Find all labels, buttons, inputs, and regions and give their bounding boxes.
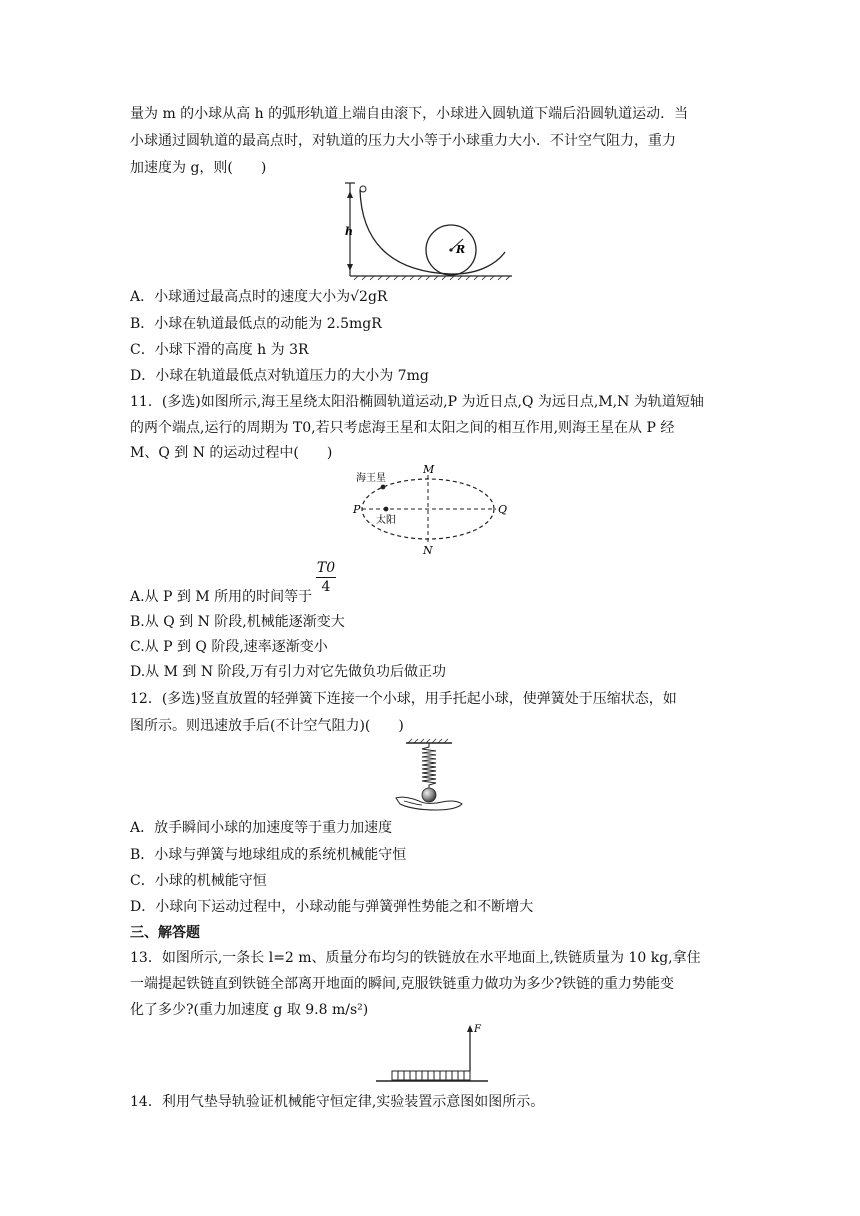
q10-line-2: 小球通过圆轨道的最高点时，对轨道的压力大小等于小球重力大小．不计空气阻力，重力 [130,133,676,149]
neptune-label: 海王星 [356,473,386,484]
q12-option-c: C．小球的机械能守恒 [130,873,267,889]
radius-label: R [456,243,466,256]
q10-option-d: D．小球在轨道最低点对轨道压力的大小为 7mg [130,368,429,384]
n-label: N [423,544,433,557]
q11-option-a: A.从 P 到 M 所用的时间等于 [130,589,313,605]
section-heading: 三、解答题 [130,925,200,941]
loop-track-figure [340,180,520,284]
ellipse-orbit-figure [350,462,520,558]
q10-line-1: 量为 m 的小球从高 h 的弧形轨道上端自由滚下，小球进入圆轨道下端后沿圆轨道运动．当 [130,106,689,122]
q10-option-a: A．小球通过最高点时的速度大小为√2gR [130,289,388,305]
q10-option-b: B．小球在轨道最低点的动能为 2.5mgR [130,316,382,332]
q11-line-3: M、Q 到 N 的运动过程中( ) [130,445,333,461]
height-label: h [345,225,353,238]
q12-option-b: B．小球与弹簧与地球组成的系统机械能守恒 [130,847,407,863]
q13-line-1: 13．如图所示,一条长 l=2 m、质量分布均匀的铁链放在水平地面上,铁链质量为 10 kg,拿住 [130,950,701,966]
q-label: Q [498,503,508,516]
q11-option-b: B.从 Q 到 N 阶段,机械能逐渐变大 [130,614,345,630]
q11-option-d: D.从 M 到 N 阶段,万有引力对它先做负功后做正功 [130,664,447,680]
fraction-denominator: 4 [321,579,331,595]
iron-chain-figure [372,1022,492,1086]
q12-option-d: D．小球向下运动过程中，小球动能与弹簧弹性势能之和不断增大 [130,899,534,915]
spring-ball-figure [392,738,466,812]
p-label: P [353,503,361,516]
force-label: F [474,1024,481,1035]
q13-line-2: 一端提起铁链直到铁链全部离开地面的瞬间,克服铁链重力做功为多少?铁链的重力势能变 [130,976,674,992]
q12-option-a: A．放手瞬间小球的加速度等于重力加速度 [130,820,393,836]
m-label: M [423,463,435,476]
fraction-bar [316,577,336,578]
q10-option-c: C．小球下滑的高度 h 为 3R [130,342,309,358]
q11-option-c: C.从 P 到 Q 阶段,速率逐渐变小 [130,639,328,655]
q13-line-3: 化了多少?(重力加速度 g 取 9.8 m/s²) [130,1002,369,1018]
q11-line-2: 的两个端点,运行的周期为 T0,若只考虑海王星和太阳之间的相互作用,则海王星在从 P 经 [130,420,675,436]
q12-line-1: 12．(多选)竖直放置的轻弹簧下连接一个小球，用手托起小球，使弹簧处于压缩状态，如 [130,691,677,707]
q12-line-2: 图所示。则迅速放手后(不计空气阻力)( ) [130,718,404,734]
q14-line-1: 14．利用气垫导轨验证机械能守恒定律,实验装置示意图如图所示。 [130,1094,545,1110]
q11-line-1: 11．(多选)如图所示,海王星绕太阳沿椭圆轨道运动,P 为近日点,Q 为远日点,M,N 为轨道短轴 [130,394,704,410]
sun-label: 太阳 [376,515,396,526]
q10-line-3: 加速度为 g，则( ) [130,160,267,176]
fraction-numerator: T0 [316,560,336,576]
